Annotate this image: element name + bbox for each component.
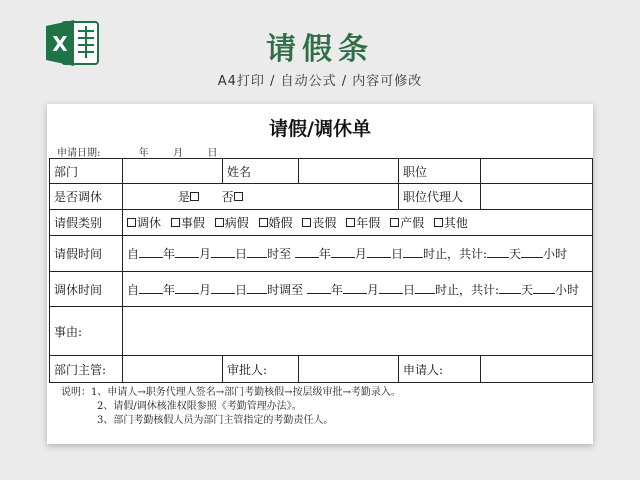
checkbox[interactable] — [346, 218, 355, 227]
dept-manager-label: 部门主管: — [50, 356, 123, 383]
leave-type-option[interactable]: 年假 — [346, 216, 380, 230]
reason-value[interactable] — [123, 307, 593, 356]
apply-date-label: 申请日期: — [57, 148, 101, 159]
dept-value[interactable] — [123, 159, 223, 184]
page-title: 请假条 — [266, 32, 374, 67]
name-label: 姓名 — [223, 159, 299, 184]
form-title: 请假/调休单 — [269, 118, 371, 140]
form-sheet — [47, 104, 593, 444]
table-row — [50, 236, 593, 272]
applicant-label: 申请人: — [399, 356, 481, 383]
leave-type-option[interactable]: 其他 — [434, 216, 468, 230]
checkbox-yes[interactable] — [190, 192, 199, 201]
comp-time-label: 调休时间 — [50, 272, 123, 307]
apply-date-day: 日 — [207, 148, 218, 159]
checkbox[interactable] — [259, 218, 268, 227]
leave-type-options — [123, 210, 593, 236]
comp-time-line[interactable]: 自 年 月 日 时调至 年 月 日 时止，共计: 天 小时 — [123, 272, 593, 307]
leave-type-option[interactable]: 婚假 — [259, 216, 293, 230]
proxy-label: 职位代理人 — [399, 184, 481, 210]
leave-type-option[interactable]: 病假 — [215, 216, 249, 230]
leave-type-option[interactable]: 调休 — [127, 216, 161, 230]
checkbox[interactable] — [127, 218, 136, 227]
checkbox[interactable] — [434, 218, 443, 227]
dept-manager-value[interactable] — [123, 356, 223, 383]
dept-label: 部门 — [50, 159, 123, 184]
is-comp-leave-options — [123, 184, 399, 210]
page-subtitle: A4打印 / 自动公式 / 内容可修改 — [217, 74, 423, 89]
leave-form-table — [49, 158, 593, 383]
checkbox[interactable] — [215, 218, 224, 227]
leave-type-label: 请假类别 — [50, 210, 123, 236]
table-row — [50, 356, 593, 383]
table-row — [50, 272, 593, 307]
note-line: 说明：1、申请人→职务代理人签名→部门考勤核假→按层级审批→考勤录入。 — [61, 387, 401, 398]
checkbox[interactable] — [171, 218, 180, 227]
apply-date-month: 月 — [173, 148, 184, 159]
leave-time-label: 请假时间 — [50, 236, 123, 272]
checkbox-no[interactable] — [234, 192, 243, 201]
position-label: 职位 — [399, 159, 481, 184]
position-value[interactable] — [481, 159, 593, 184]
table-row — [50, 210, 593, 236]
approver-label: 审批人: — [223, 356, 299, 383]
note-line: 3、部门考勤核假人员为部门主管指定的考勤责任人。 — [97, 415, 334, 426]
name-value[interactable] — [299, 159, 399, 184]
leave-type-option[interactable]: 产假 — [390, 216, 424, 230]
notes — [61, 386, 401, 428]
note-line: 2、请假/调休核准权限参照《考勤管理办法》。 — [97, 401, 302, 412]
apply-date-line — [57, 144, 218, 159]
leave-type-option[interactable]: 事假 — [171, 216, 205, 230]
option-yes[interactable]: 是 — [178, 190, 200, 204]
table-row — [50, 307, 593, 356]
applicant-value[interactable] — [481, 356, 593, 383]
option-no[interactable]: 否 — [222, 190, 244, 204]
apply-date-year: 年 — [138, 148, 149, 159]
leave-type-option[interactable]: 丧假 — [302, 216, 336, 230]
is-comp-leave-label: 是否调休 — [50, 184, 123, 210]
proxy-value[interactable] — [481, 184, 593, 210]
leave-time-line[interactable]: 自 年 月 日 时至 年 月 日 时止，共计: 天 小时 — [123, 236, 593, 272]
reason-label: 事由: — [50, 307, 123, 356]
logo-letter: X — [52, 32, 68, 56]
table-row — [50, 184, 593, 210]
checkbox[interactable] — [390, 218, 399, 227]
table-row — [50, 159, 593, 184]
checkbox[interactable] — [302, 218, 311, 227]
approver-value[interactable] — [299, 356, 399, 383]
